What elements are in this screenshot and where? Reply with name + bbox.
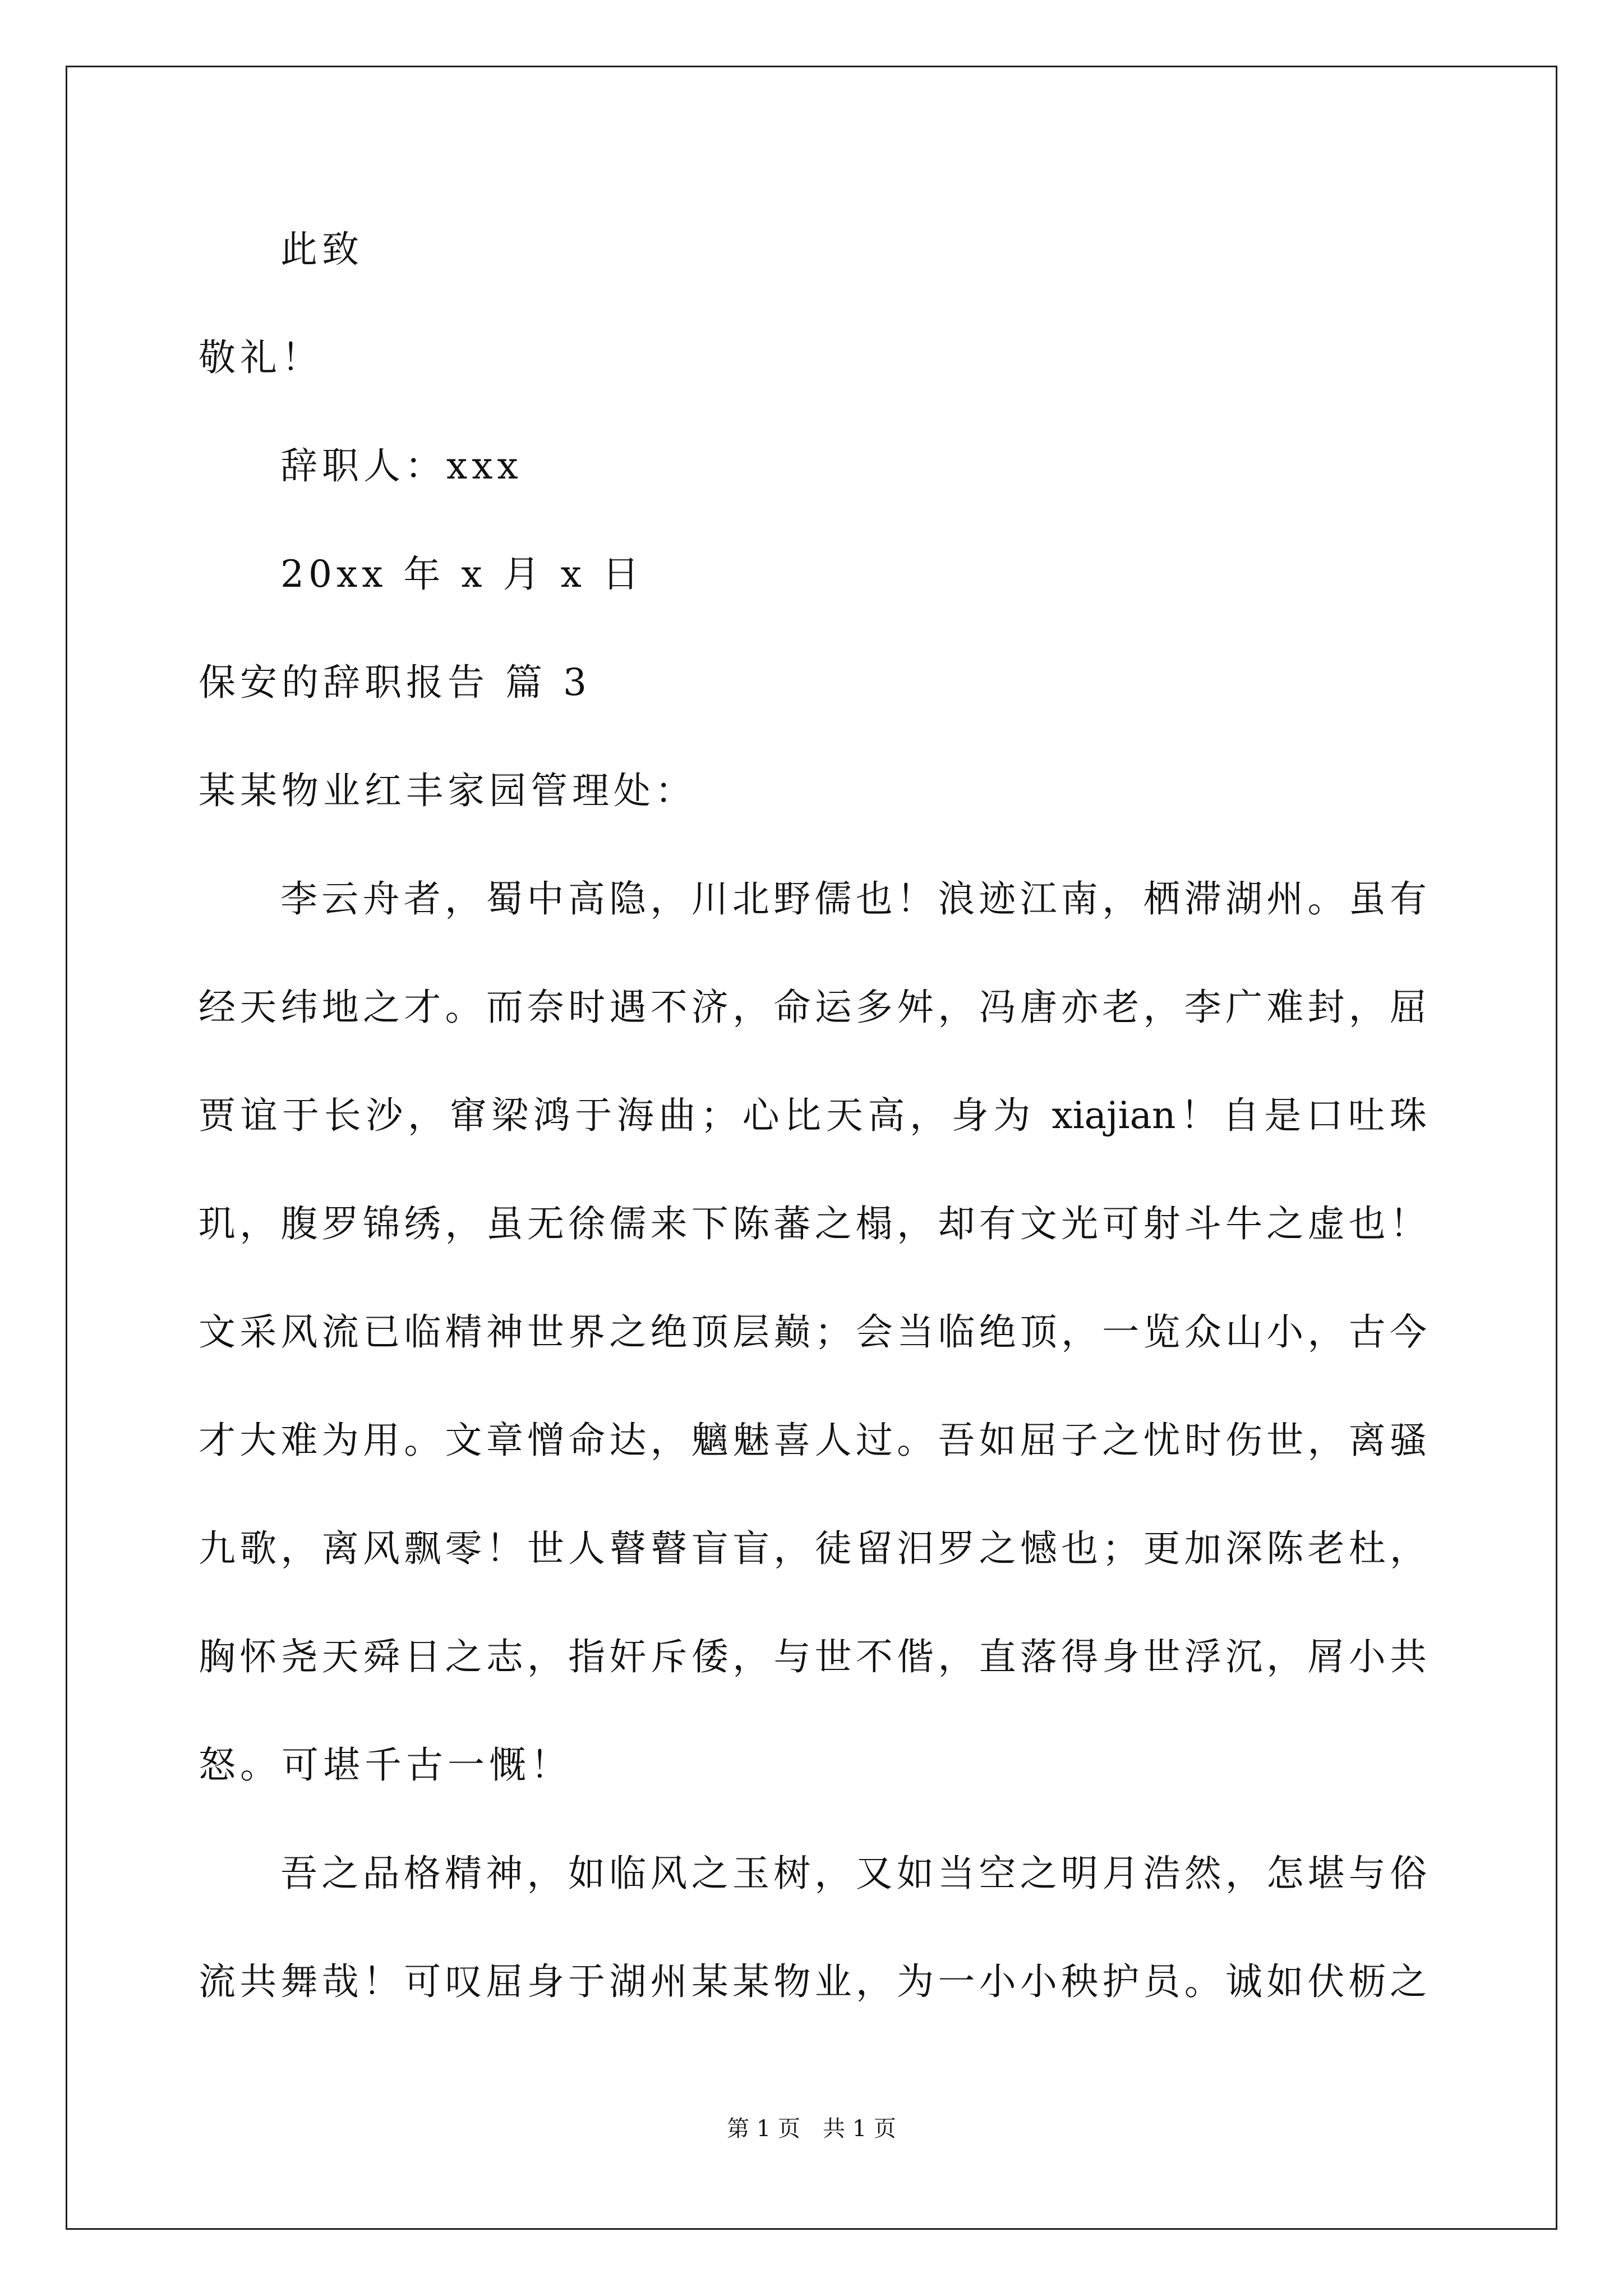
page-border (66, 66, 1557, 2230)
paragraph2-line: 吾之品格精神，如临风之玉树，又如当空之明月浩然，怎堪与俗 (280, 1852, 1427, 1895)
paragraph1-line: 经天纬地之才。而奈时遇不济，命运多舛，冯唐亦老，李广难封，屈 (199, 986, 1427, 1029)
page-footer: 第 1 页 共 1 页 (727, 2116, 896, 2142)
paragraph2-line: 流共舞哉！可叹屈身于湖州某某物业，为一小小秧护员。诚如伏枥之 (199, 1960, 1427, 2003)
section-title: 保安的辞职报告 篇 3 (199, 661, 591, 704)
date-line: 20xx 年 x 月 x 日 (280, 553, 644, 596)
paragraph1-line: 玑，腹罗锦绣，虽无徐儒来下陈蕃之榻，却有文光可射斗牛之虚也！ (199, 1202, 1427, 1245)
paragraph1-line: 文采风流已临精神世界之绝顶层巅；会当临绝顶，一览众山小，古今 (199, 1310, 1427, 1354)
paragraph1-line: 才大难为用。文章憎命达，魑魅喜人过。吾如屈子之忧时伤世，离骚 (199, 1419, 1427, 1462)
paragraph1-line: 胸怀尧天舜日之志，指奸斥倭，与世不偕，直落得身世浮沉，屑小共 (199, 1635, 1427, 1678)
paragraph1-line: 李云舟者，蜀中高隐，川北野儒也！浪迹江南，栖滞湖州。虽有 (280, 877, 1427, 921)
signer-line: 辞职人：xxx (280, 444, 523, 487)
paragraph1-line: 九歌，离风飘零！世人瞽瞽盲盲，徒留汨罗之憾也；更加深陈老杜， (199, 1527, 1427, 1570)
recipient-line: 某某物业红丰家园管理处： (199, 769, 697, 812)
paragraph1-line: 贾谊于长沙，窜梁鸿于海曲；心比天高，身为 xiajian！自是口吐珠 (199, 1094, 1427, 1137)
closing-salutation: 此致 (280, 228, 363, 271)
paragraph1-line: 怒。可堪千古一慨！ (199, 1743, 572, 1787)
closing-respect: 敬礼！ (199, 336, 323, 379)
